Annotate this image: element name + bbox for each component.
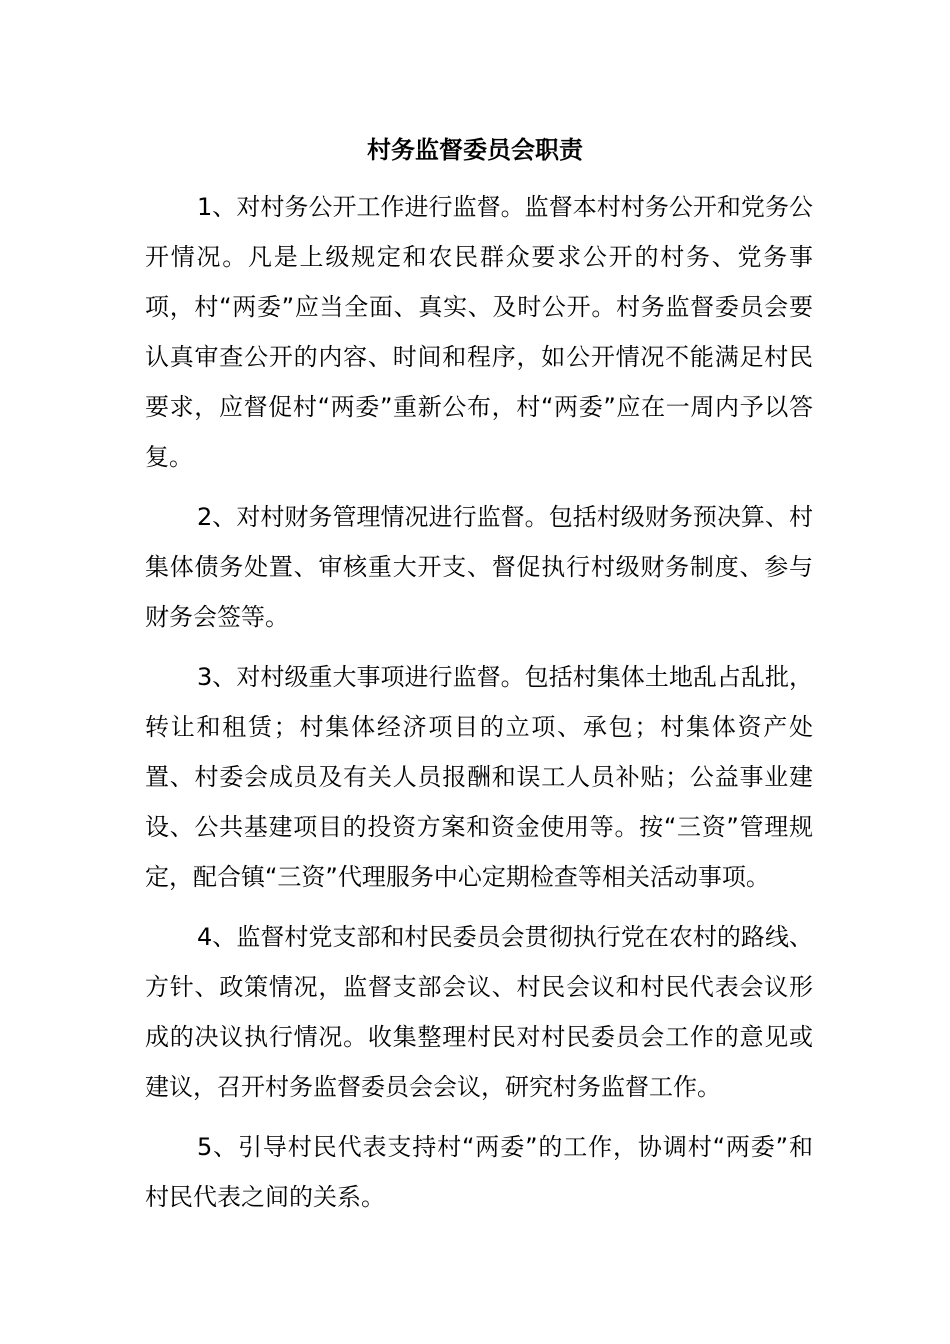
document-title: 村务监督委员会职责	[367, 136, 583, 164]
paragraph-2: 2、对村财务管理情况进行监督。包括村级财务预决算、村集体债务处置、审核重大开支、督促执行村级财务制度、参与财务会签等。	[145, 503, 813, 631]
paragraph-5: 5、引导村民代表支持村“两委”的工作，协调村“两委”和村民代表之间的关系。	[145, 1133, 813, 1211]
paragraph-1: 1、对村务公开工作进行监督。监督本村村务公开和党务公开情况。凡是上级规定和农民群众要求公开的村务、党务事项，村“两委”应当全面、真实、及时公开。村务监督委员会要认真审查公开的内容、时间和程序，如公开情况不能满足村民要求，应督促村“两委”重新公布，村“两委”应在一周内予以答复。	[145, 193, 813, 471]
paragraph-3: 3、对村级重大事项进行监督。包括村集体土地乱占乱批，转让和租赁；村集体经济项目的立项、承包；村集体资产处置、村委会成员及有关人员报酬和误工人员补贴；公益事业建设、公共基建项目的投资方案和资金使用等。按“三资”管理规定，配合镇“三资”代理服务中心定期检查等相关活动事项。	[145, 663, 813, 891]
document-body	[145, 182, 813, 1232]
paragraph-4: 4、监督村党支部和村民委员会贯彻执行党在农村的路线、方针、政策情况，监督支部会议、村民会议和村民代表会议形成的决议执行情况。收集整理村民对村民委员会工作的意见或建议，召开村务监督委员会会议，研究村务监督工作。	[145, 923, 813, 1101]
